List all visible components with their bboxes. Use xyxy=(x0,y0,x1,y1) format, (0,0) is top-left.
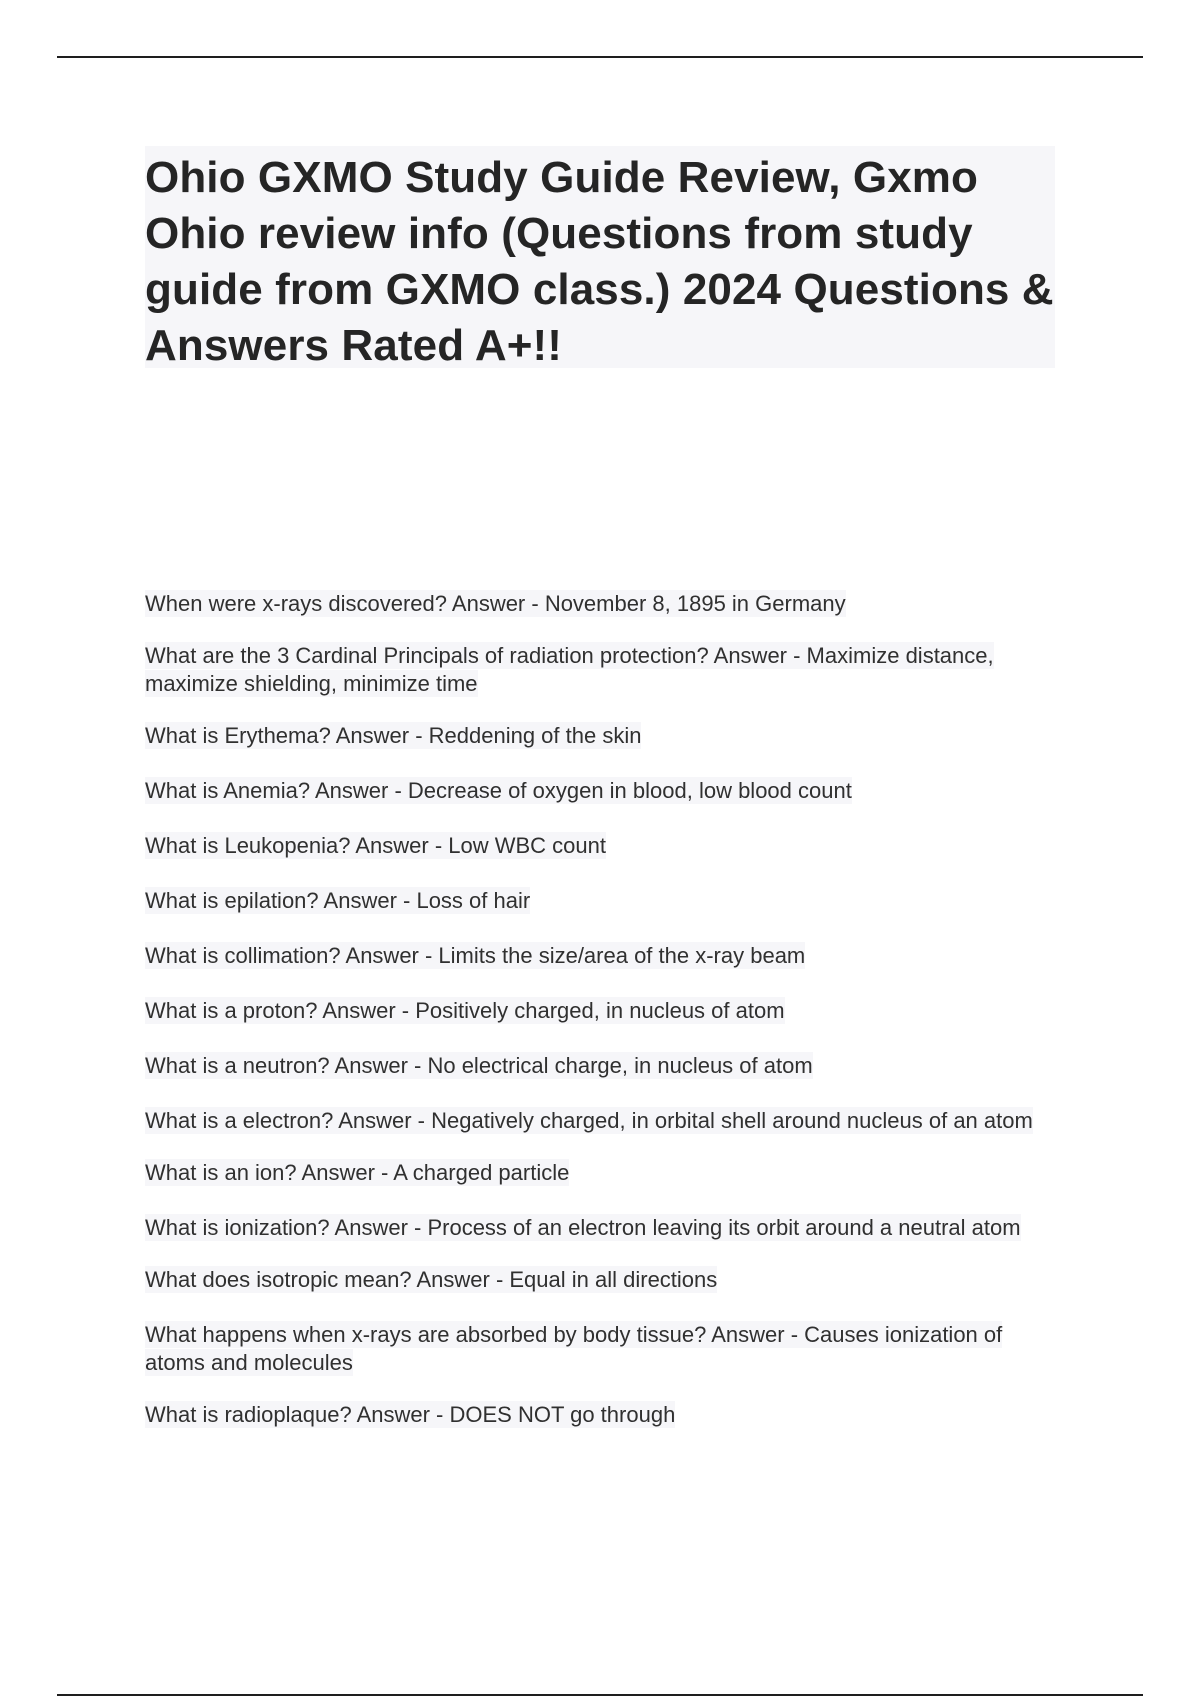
qa-text: What is an ion? Answer - A charged particle xyxy=(145,1160,570,1185)
qa-text: What is a neutron? Answer - No electrical charge, in nucleus of atom xyxy=(145,1053,813,1078)
qa-text: What is epilation? Answer - Loss of hair xyxy=(145,888,531,913)
qa-item xyxy=(145,1107,1065,1135)
qa-item xyxy=(145,1214,1065,1242)
qa-item xyxy=(145,1159,1065,1187)
qa-text: What is collimation? Answer - Limits the size/area of the x-ray beam xyxy=(145,943,806,968)
title-block xyxy=(145,146,1055,368)
qa-text: What is a electron? Answer - Negatively charged, in orbital shell around nucleus of an atom xyxy=(145,1108,1033,1133)
qa-item xyxy=(145,942,1065,970)
qa-text: What is Anemia? Answer - Decrease of oxygen in blood, low blood count xyxy=(145,778,852,803)
qa-item xyxy=(145,832,1065,860)
qa-item xyxy=(145,997,1065,1025)
qa-item xyxy=(145,1321,1065,1377)
qa-item xyxy=(145,590,1065,618)
qa-item xyxy=(145,1266,1065,1294)
qa-item xyxy=(145,722,1065,750)
qa-text: What happens when x-rays are absorbed by body tissue? Answer - Causes ionization of atoms and molecules xyxy=(145,1322,1003,1375)
qa-text: What is a proton? Answer - Positively charged, in nucleus of atom xyxy=(145,998,785,1023)
qa-item xyxy=(145,887,1065,915)
qa-item xyxy=(145,1401,1065,1429)
qa-text: What does isotropic mean? Answer - Equal in all directions xyxy=(145,1267,718,1292)
qa-text: What is Leukopenia? Answer - Low WBC count xyxy=(145,833,607,858)
qa-item xyxy=(145,642,1065,698)
qa-item xyxy=(145,777,1065,805)
bottom-rule xyxy=(57,1694,1143,1696)
top-rule xyxy=(57,56,1143,58)
qa-text: What is Erythema? Answer - Reddening of the skin xyxy=(145,723,642,748)
qa-text: What is radioplaque? Answer - DOES NOT go through xyxy=(145,1402,676,1427)
qa-text: What are the 3 Cardinal Principals of radiation protection? Answer - Maximize distance, maximize shielding, minimize time xyxy=(145,643,994,696)
qa-item xyxy=(145,1052,1065,1080)
document-title: Ohio GXMO Study Guide Review, Gxmo Ohio review info (Questions from study guide from GXMO class.) 2024 Questions & Answers Rated A+!! xyxy=(145,153,1054,370)
qa-text: When were x-rays discovered? Answer - November 8, 1895 in Germany xyxy=(145,591,846,616)
qa-list xyxy=(145,590,1065,1429)
qa-text: What is ionization? Answer - Process of an electron leaving its orbit around a neutral atom xyxy=(145,1215,1021,1240)
